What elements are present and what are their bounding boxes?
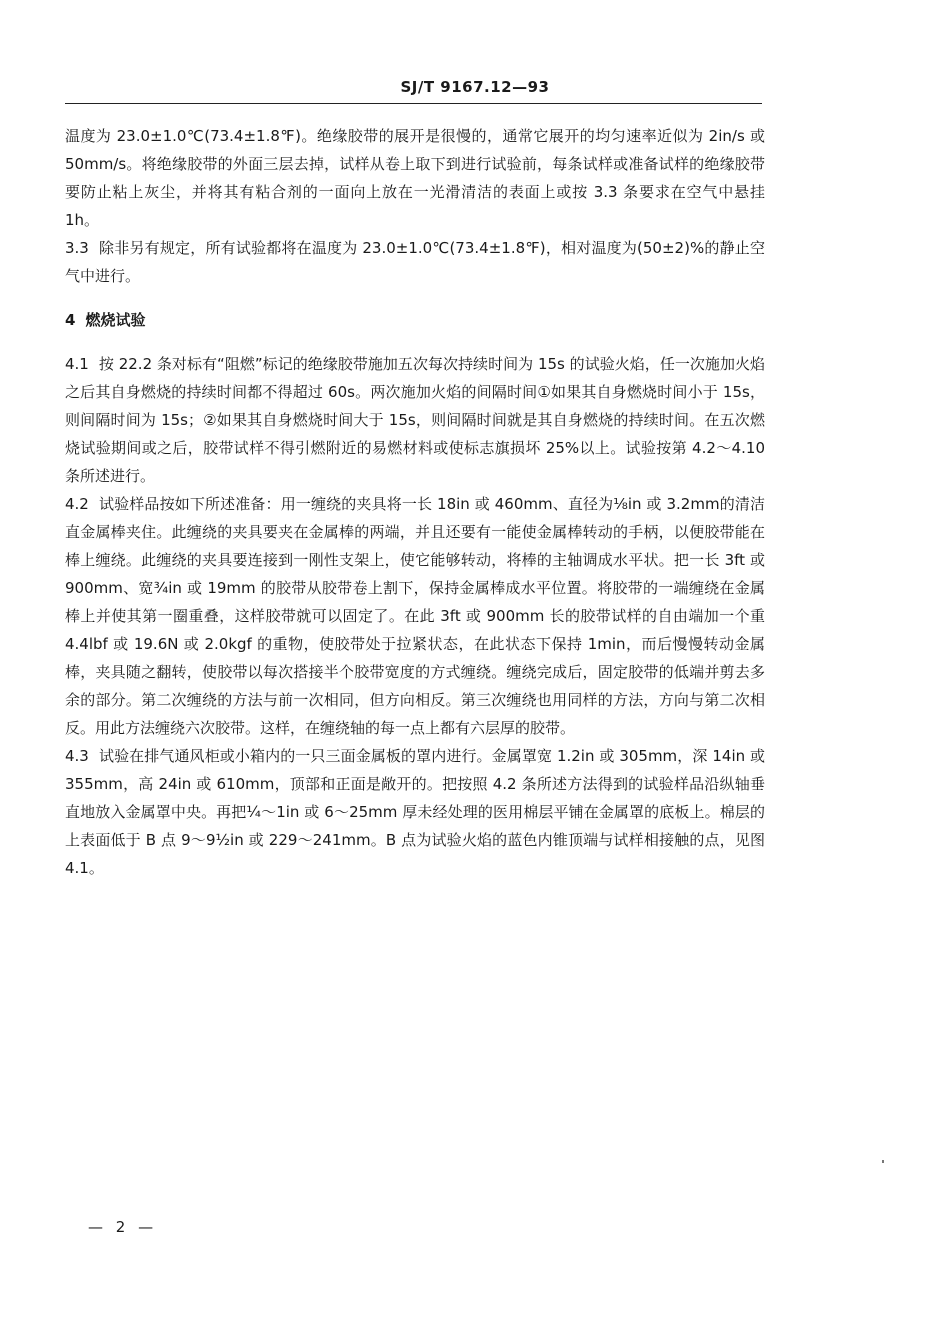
- paragraph-4-3: [65, 742, 765, 882]
- section-number: 4.2: [65, 495, 89, 513]
- document-code: SJ/T 9167.12—93: [400, 78, 550, 96]
- section-number: 4: [65, 311, 76, 329]
- section-number: 4.3: [65, 747, 89, 765]
- header-rule: [65, 103, 762, 104]
- scan-speck: [882, 1160, 884, 1163]
- paragraph-text: 试验样品按如下所述准备：用一缠绕的夹具将一长 18in 或 460mm、直径为⅛in 或 3.2mm的清洁直金属棒夹住。此缠绕的夹具要夹在金属棒的两端，并且还要有一能使金属棒转动的手柄，以便胶带能在棒上缠绕。此缠绕的夹具要连接到一刚性支架上，使它能够转动，将棒的主轴调成水平状。把一长 3ft 或 900mm、宽¾in 或 19mm 的胶带从胶带卷上割下，保持金属棒成水平位置。将胶带的一端缠绕在金属棒上并使其第一圈重叠，这样胶带就可以固定了。在此 3ft 或 900mm 长的胶带试样的自由端加一个重 4.4lbf 或 19.6N 或 2.0kgf 的重物，使胶带处于拉紧状态，在此状态下保持 1min，而后慢慢转动金属棒，夹具随之翻转，使胶带以每次搭接半个胶带宽度的方式缠绕。缠绕完成后，固定胶带的低端并剪去多余的部分。第二次缠绕的方法与前一次相同，但方向相反。第三次缠绕也用同样的方法，方向与第二次相反。用此方法缠绕六次胶带。这样，在缠绕轴的每一点上都有六层厚的胶带。: [65, 495, 765, 737]
- section-heading-4: [65, 306, 765, 334]
- page-number: — 2 —: [88, 1218, 158, 1236]
- paragraph-3-2-continued: 温度为 23.0±1.0℃(73.4±1.8℉)。绝缘胶带的展开是很慢的，通常它展开的均匀速率近似为 2in/s 或 50mm/s。将绝缘胶带的外面三层去掉，试样从卷上取下到进行试验前，每条试样或准备试样的绝缘胶带要防止粘上灰尘，并将其有粘合剂的一面向上放在一光滑清洁的表面上或按 3.3 条要求在空气中悬挂 1h。: [65, 127, 765, 229]
- paragraph-4-2: [65, 490, 765, 742]
- paragraph-text: 按 22.2 条对标有“阻燃”标记的绝缘胶带施加五次每次持续时间为 15s 的试验火焰，任一次施加火焰之后其自身燃烧的持续时间都不得超过 60s。两次施加火焰的间隔时间①如果其自身燃烧时间小于 15s，则间隔时间为 15s；②如果其自身燃烧时间大于 15s，则间隔时间就是其自身燃烧的持续时间。在五次燃烧试验期间或之后，胶带试样不得引燃附近的易燃材料或使标志旗损坏 25%以上。试验按第 4.2～4.10 条所述进行。: [65, 355, 765, 485]
- paragraph-text: 试验在排气通风柜或小箱内的一只三面金属板的罩内进行。金属罩宽 1.2in 或 305mm，深 14in 或 355mm，高 24in 或 610mm，顶部和正面是敞开的。把按照 4.2 条所述方法得到的试验样品沿纵轴垂直地放入金属罩中央。再把¼～1in 或 6～25mm 厚未经处理的医用棉层平铺在金属罩的底板上。棉层的上表面低于 B 点 9～9½in 或 229～241mm。B 点为试验火焰的蓝色内锥顶端与试样相接触的点，见图 4.1。: [65, 747, 765, 877]
- section-title: 燃烧试验: [85, 311, 146, 329]
- section-number: 4.1: [65, 355, 89, 373]
- section-number: 3.3: [65, 239, 89, 257]
- paragraph-text: 除非另有规定，所有试验都将在温度为 23.0±1.0℃(73.4±1.8℉)，相对温度为(50±2)%的静止空气中进行。: [65, 239, 765, 285]
- paragraph-4-1: [65, 350, 765, 490]
- paragraph-3-3: [65, 234, 765, 290]
- document-body: [65, 122, 765, 882]
